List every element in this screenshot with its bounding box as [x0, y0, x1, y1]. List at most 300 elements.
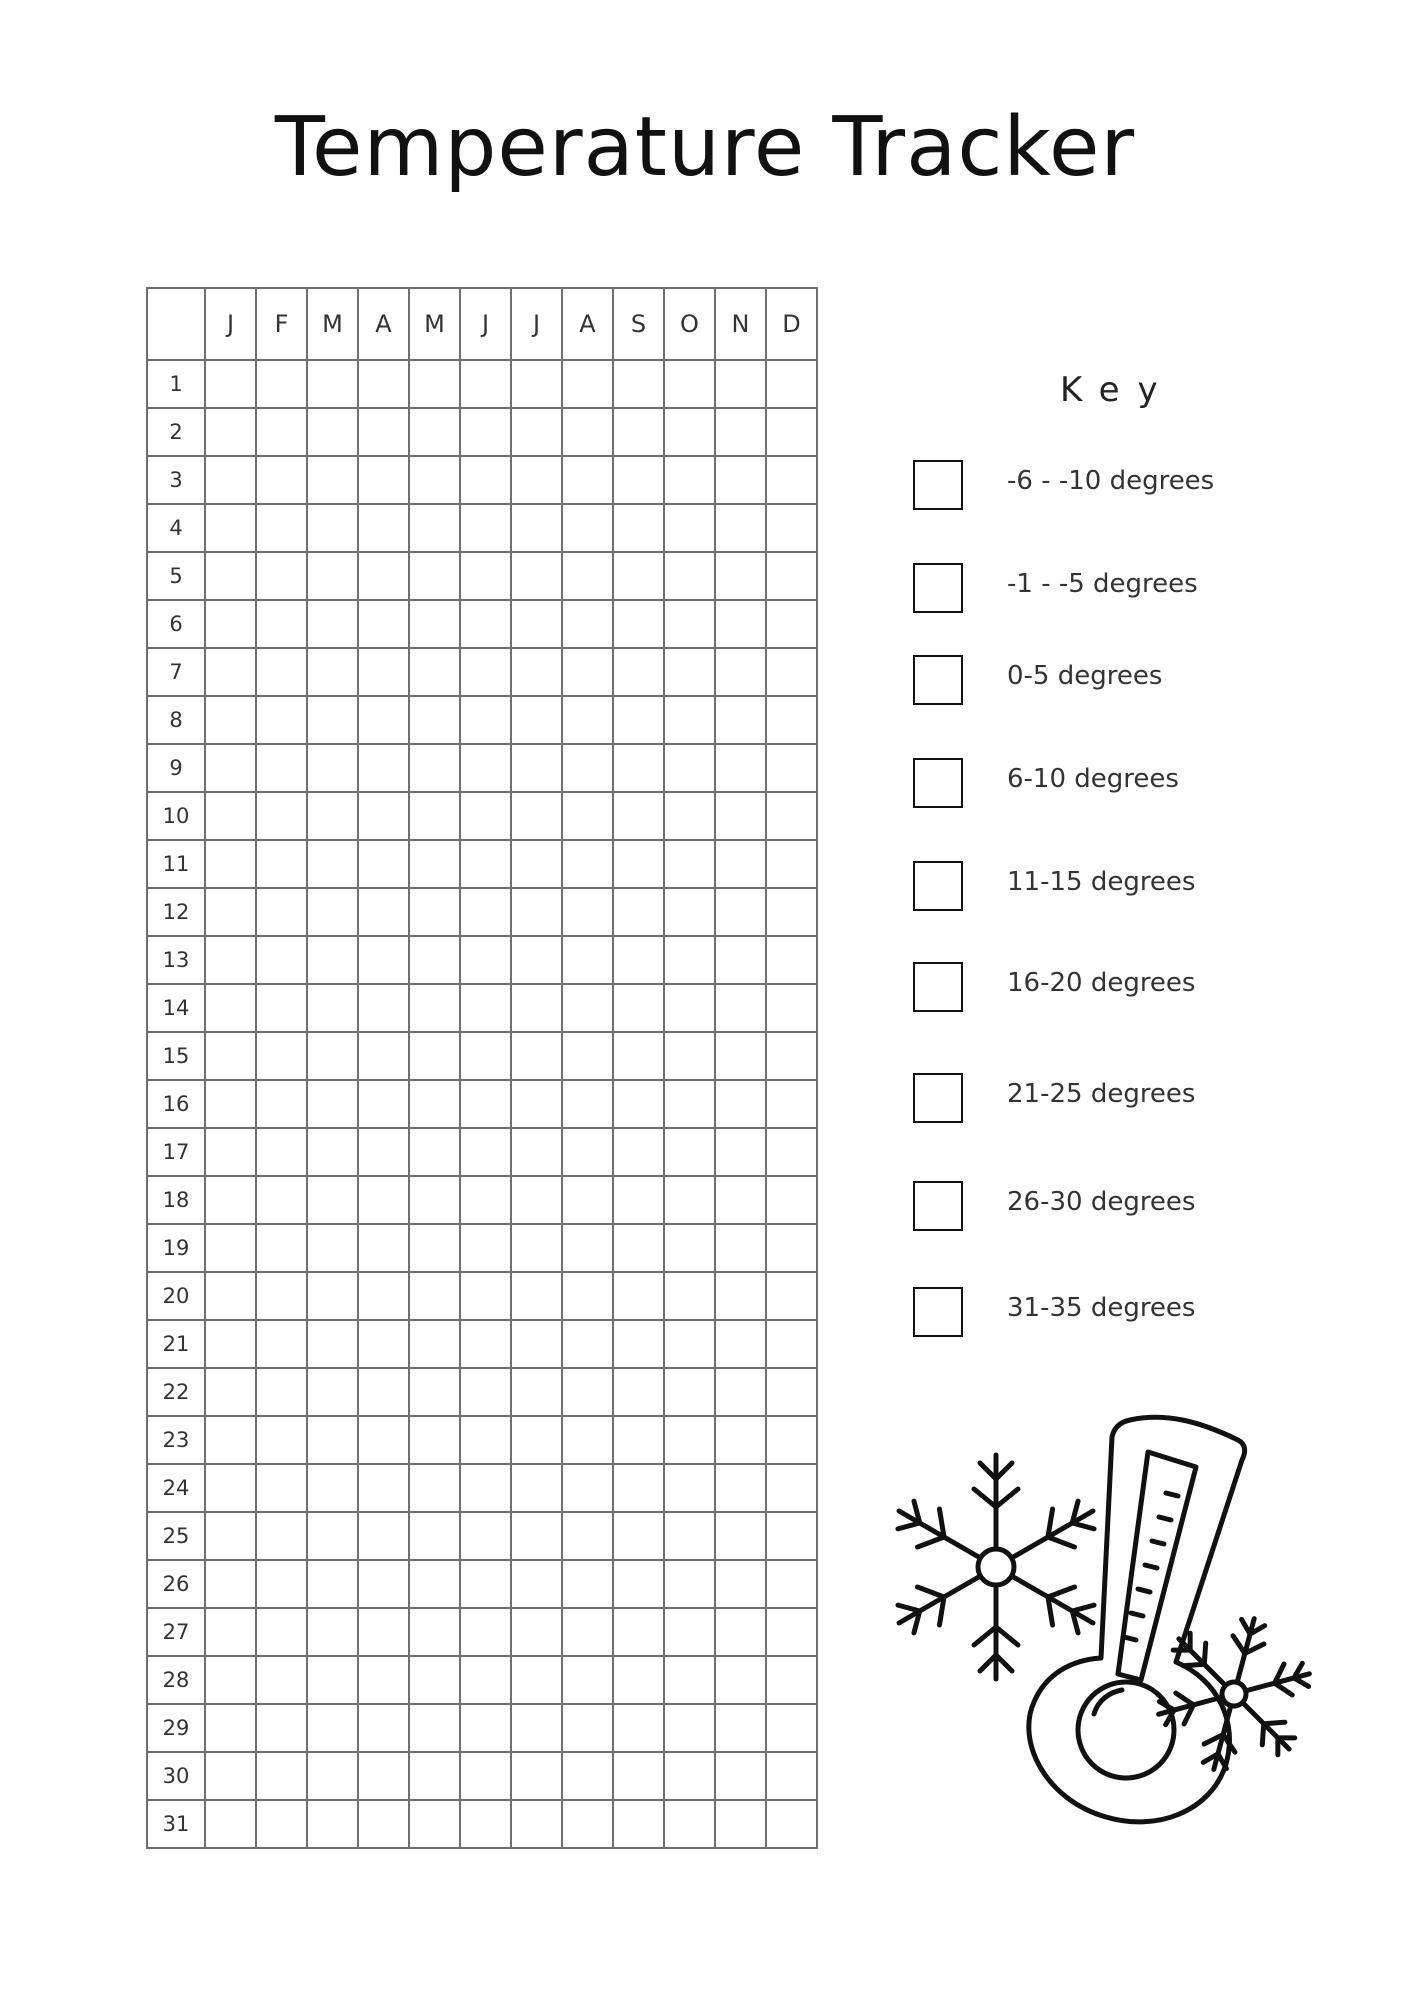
tracker-cell[interactable] — [511, 648, 562, 696]
tracker-cell[interactable] — [460, 1320, 511, 1368]
tracker-cell[interactable] — [409, 600, 460, 648]
tracker-cell[interactable] — [205, 1608, 256, 1656]
tracker-cell[interactable] — [307, 1224, 358, 1272]
tracker-cell[interactable] — [664, 1560, 715, 1608]
tracker-cell[interactable] — [613, 1368, 664, 1416]
tracker-cell[interactable] — [460, 1656, 511, 1704]
tracker-cell[interactable] — [205, 936, 256, 984]
tracker-cell[interactable] — [613, 1512, 664, 1560]
tracker-cell[interactable] — [715, 1176, 766, 1224]
tracker-cell[interactable] — [511, 984, 562, 1032]
tracker-cell[interactable] — [358, 1368, 409, 1416]
tracker-cell[interactable] — [256, 1368, 307, 1416]
tracker-cell[interactable] — [664, 1752, 715, 1800]
tracker-cell[interactable] — [409, 1320, 460, 1368]
tracker-cell[interactable] — [460, 1464, 511, 1512]
tracker-cell[interactable] — [715, 408, 766, 456]
tracker-cell[interactable] — [256, 696, 307, 744]
tracker-cell[interactable] — [613, 1704, 664, 1752]
tracker-cell[interactable] — [511, 1080, 562, 1128]
key-color-box[interactable] — [913, 1073, 963, 1123]
tracker-cell[interactable] — [409, 792, 460, 840]
tracker-cell[interactable] — [613, 1224, 664, 1272]
tracker-cell[interactable] — [715, 648, 766, 696]
tracker-cell[interactable] — [358, 696, 409, 744]
tracker-cell[interactable] — [511, 456, 562, 504]
tracker-cell[interactable] — [511, 1752, 562, 1800]
tracker-cell[interactable] — [358, 1176, 409, 1224]
tracker-cell[interactable] — [766, 984, 817, 1032]
tracker-cell[interactable] — [307, 648, 358, 696]
tracker-cell[interactable] — [205, 1128, 256, 1176]
tracker-cell[interactable] — [562, 984, 613, 1032]
tracker-cell[interactable] — [256, 1320, 307, 1368]
tracker-cell[interactable] — [715, 600, 766, 648]
tracker-cell[interactable] — [205, 1224, 256, 1272]
tracker-cell[interactable] — [358, 984, 409, 1032]
tracker-cell[interactable] — [358, 1560, 409, 1608]
tracker-cell[interactable] — [358, 600, 409, 648]
tracker-cell[interactable] — [256, 840, 307, 888]
tracker-cell[interactable] — [307, 1704, 358, 1752]
tracker-cell[interactable] — [715, 1512, 766, 1560]
tracker-cell[interactable] — [205, 1512, 256, 1560]
tracker-cell[interactable] — [205, 888, 256, 936]
tracker-cell[interactable] — [256, 1416, 307, 1464]
tracker-cell[interactable] — [766, 1608, 817, 1656]
tracker-cell[interactable] — [562, 504, 613, 552]
tracker-cell[interactable] — [562, 1416, 613, 1464]
tracker-cell[interactable] — [766, 1368, 817, 1416]
tracker-cell[interactable] — [766, 1512, 817, 1560]
key-color-box[interactable] — [913, 655, 963, 705]
tracker-cell[interactable] — [460, 648, 511, 696]
tracker-cell[interactable] — [307, 1032, 358, 1080]
tracker-cell[interactable] — [358, 1704, 409, 1752]
tracker-cell[interactable] — [460, 792, 511, 840]
tracker-cell[interactable] — [460, 1128, 511, 1176]
tracker-cell[interactable] — [613, 648, 664, 696]
tracker-cell[interactable] — [766, 744, 817, 792]
tracker-cell[interactable] — [511, 1176, 562, 1224]
tracker-cell[interactable] — [664, 1416, 715, 1464]
tracker-cell[interactable] — [613, 1320, 664, 1368]
tracker-cell[interactable] — [562, 936, 613, 984]
tracker-cell[interactable] — [307, 936, 358, 984]
tracker-cell[interactable] — [409, 1080, 460, 1128]
tracker-cell[interactable] — [307, 1800, 358, 1848]
tracker-cell[interactable] — [205, 840, 256, 888]
tracker-cell[interactable] — [307, 360, 358, 408]
tracker-cell[interactable] — [256, 456, 307, 504]
tracker-cell[interactable] — [307, 1512, 358, 1560]
tracker-cell[interactable] — [409, 984, 460, 1032]
tracker-cell[interactable] — [562, 840, 613, 888]
tracker-cell[interactable] — [409, 1176, 460, 1224]
tracker-cell[interactable] — [766, 408, 817, 456]
tracker-cell[interactable] — [613, 1416, 664, 1464]
tracker-cell[interactable] — [409, 456, 460, 504]
tracker-cell[interactable] — [205, 1656, 256, 1704]
tracker-cell[interactable] — [664, 1512, 715, 1560]
tracker-cell[interactable] — [205, 744, 256, 792]
key-color-box[interactable] — [913, 861, 963, 911]
tracker-cell[interactable] — [562, 1320, 613, 1368]
tracker-cell[interactable] — [409, 1416, 460, 1464]
tracker-cell[interactable] — [562, 1272, 613, 1320]
tracker-cell[interactable] — [256, 744, 307, 792]
tracker-cell[interactable] — [307, 1464, 358, 1512]
tracker-cell[interactable] — [715, 936, 766, 984]
tracker-cell[interactable] — [766, 1560, 817, 1608]
tracker-cell[interactable] — [256, 1032, 307, 1080]
tracker-cell[interactable] — [562, 792, 613, 840]
tracker-cell[interactable] — [511, 696, 562, 744]
tracker-cell[interactable] — [511, 1560, 562, 1608]
tracker-cell[interactable] — [358, 1320, 409, 1368]
tracker-cell[interactable] — [562, 1752, 613, 1800]
tracker-cell[interactable] — [664, 1080, 715, 1128]
tracker-cell[interactable] — [613, 1176, 664, 1224]
tracker-cell[interactable] — [613, 1560, 664, 1608]
tracker-cell[interactable] — [562, 1512, 613, 1560]
tracker-cell[interactable] — [664, 936, 715, 984]
tracker-cell[interactable] — [562, 1464, 613, 1512]
tracker-cell[interactable] — [664, 1704, 715, 1752]
tracker-cell[interactable] — [613, 360, 664, 408]
tracker-cell[interactable] — [664, 1608, 715, 1656]
tracker-cell[interactable] — [766, 1176, 817, 1224]
key-color-box[interactable] — [913, 1287, 963, 1337]
tracker-cell[interactable] — [256, 648, 307, 696]
tracker-cell[interactable] — [766, 1464, 817, 1512]
tracker-cell[interactable] — [664, 600, 715, 648]
tracker-cell[interactable] — [715, 1272, 766, 1320]
tracker-cell[interactable] — [409, 1224, 460, 1272]
tracker-cell[interactable] — [205, 648, 256, 696]
tracker-cell[interactable] — [562, 1224, 613, 1272]
tracker-cell[interactable] — [409, 504, 460, 552]
tracker-cell[interactable] — [358, 408, 409, 456]
tracker-cell[interactable] — [664, 1656, 715, 1704]
tracker-cell[interactable] — [358, 792, 409, 840]
tracker-cell[interactable] — [307, 1272, 358, 1320]
key-color-box[interactable] — [913, 758, 963, 808]
tracker-cell[interactable] — [205, 504, 256, 552]
tracker-cell[interactable] — [460, 1560, 511, 1608]
tracker-cell[interactable] — [613, 984, 664, 1032]
tracker-cell[interactable] — [766, 1800, 817, 1848]
tracker-cell[interactable] — [766, 504, 817, 552]
tracker-cell[interactable] — [511, 1416, 562, 1464]
tracker-cell[interactable] — [307, 840, 358, 888]
tracker-cell[interactable] — [562, 600, 613, 648]
tracker-cell[interactable] — [460, 1224, 511, 1272]
tracker-cell[interactable] — [460, 1368, 511, 1416]
tracker-cell[interactable] — [562, 696, 613, 744]
key-color-box[interactable] — [913, 962, 963, 1012]
tracker-cell[interactable] — [562, 456, 613, 504]
tracker-cell[interactable] — [358, 456, 409, 504]
tracker-cell[interactable] — [715, 1656, 766, 1704]
tracker-cell[interactable] — [256, 1512, 307, 1560]
tracker-cell[interactable] — [256, 1176, 307, 1224]
tracker-cell[interactable] — [511, 1464, 562, 1512]
tracker-cell[interactable] — [358, 744, 409, 792]
tracker-cell[interactable] — [460, 696, 511, 744]
tracker-cell[interactable] — [511, 936, 562, 984]
tracker-cell[interactable] — [664, 1032, 715, 1080]
tracker-cell[interactable] — [664, 360, 715, 408]
tracker-cell[interactable] — [511, 408, 562, 456]
tracker-cell[interactable] — [562, 1656, 613, 1704]
tracker-cell[interactable] — [358, 504, 409, 552]
tracker-cell[interactable] — [511, 1320, 562, 1368]
tracker-cell[interactable] — [613, 1080, 664, 1128]
tracker-cell[interactable] — [358, 1656, 409, 1704]
tracker-cell[interactable] — [715, 984, 766, 1032]
tracker-cell[interactable] — [562, 1176, 613, 1224]
tracker-cell[interactable] — [205, 408, 256, 456]
tracker-cell[interactable] — [511, 1800, 562, 1848]
tracker-cell[interactable] — [358, 360, 409, 408]
tracker-cell[interactable] — [409, 552, 460, 600]
tracker-cell[interactable] — [358, 888, 409, 936]
tracker-cell[interactable] — [307, 600, 358, 648]
tracker-cell[interactable] — [460, 552, 511, 600]
tracker-cell[interactable] — [766, 1704, 817, 1752]
tracker-cell[interactable] — [562, 1800, 613, 1848]
key-color-box[interactable] — [913, 460, 963, 510]
tracker-cell[interactable] — [205, 1032, 256, 1080]
tracker-cell[interactable] — [460, 1032, 511, 1080]
tracker-cell[interactable] — [511, 1608, 562, 1656]
tracker-cell[interactable] — [409, 1752, 460, 1800]
tracker-cell[interactable] — [358, 552, 409, 600]
tracker-cell[interactable] — [256, 1464, 307, 1512]
tracker-cell[interactable] — [256, 1656, 307, 1704]
tracker-cell[interactable] — [511, 600, 562, 648]
tracker-cell[interactable] — [256, 1752, 307, 1800]
tracker-cell[interactable] — [358, 648, 409, 696]
tracker-cell[interactable] — [613, 504, 664, 552]
tracker-cell[interactable] — [511, 1272, 562, 1320]
tracker-cell[interactable] — [460, 744, 511, 792]
tracker-cell[interactable] — [562, 1560, 613, 1608]
tracker-cell[interactable] — [511, 504, 562, 552]
tracker-cell[interactable] — [511, 888, 562, 936]
tracker-cell[interactable] — [664, 1128, 715, 1176]
tracker-cell[interactable] — [460, 408, 511, 456]
tracker-cell[interactable] — [205, 1080, 256, 1128]
tracker-cell[interactable] — [613, 1752, 664, 1800]
tracker-cell[interactable] — [766, 1032, 817, 1080]
tracker-cell[interactable] — [766, 1224, 817, 1272]
tracker-cell[interactable] — [460, 1080, 511, 1128]
tracker-cell[interactable] — [715, 1704, 766, 1752]
tracker-cell[interactable] — [511, 1032, 562, 1080]
tracker-cell[interactable] — [715, 1416, 766, 1464]
tracker-cell[interactable] — [562, 360, 613, 408]
tracker-cell[interactable] — [766, 888, 817, 936]
tracker-cell[interactable] — [256, 888, 307, 936]
tracker-cell[interactable] — [613, 1272, 664, 1320]
tracker-cell[interactable] — [205, 1752, 256, 1800]
tracker-cell[interactable] — [205, 1368, 256, 1416]
tracker-cell[interactable] — [715, 840, 766, 888]
tracker-cell[interactable] — [766, 1416, 817, 1464]
tracker-cell[interactable] — [256, 552, 307, 600]
tracker-cell[interactable] — [766, 936, 817, 984]
tracker-cell[interactable] — [358, 1224, 409, 1272]
tracker-cell[interactable] — [715, 1128, 766, 1176]
tracker-cell[interactable] — [613, 408, 664, 456]
tracker-cell[interactable] — [409, 648, 460, 696]
tracker-cell[interactable] — [256, 360, 307, 408]
tracker-cell[interactable] — [664, 840, 715, 888]
tracker-cell[interactable] — [460, 360, 511, 408]
tracker-cell[interactable] — [766, 1656, 817, 1704]
tracker-cell[interactable] — [409, 1032, 460, 1080]
tracker-cell[interactable] — [715, 1752, 766, 1800]
tracker-cell[interactable] — [715, 792, 766, 840]
tracker-cell[interactable] — [409, 360, 460, 408]
tracker-cell[interactable] — [409, 744, 460, 792]
tracker-cell[interactable] — [613, 1128, 664, 1176]
tracker-cell[interactable] — [613, 936, 664, 984]
tracker-cell[interactable] — [460, 504, 511, 552]
tracker-cell[interactable] — [307, 1128, 358, 1176]
tracker-cell[interactable] — [766, 360, 817, 408]
tracker-cell[interactable] — [562, 888, 613, 936]
tracker-cell[interactable] — [562, 408, 613, 456]
tracker-cell[interactable] — [256, 1080, 307, 1128]
tracker-cell[interactable] — [409, 1560, 460, 1608]
tracker-cell[interactable] — [205, 696, 256, 744]
tracker-cell[interactable] — [562, 648, 613, 696]
tracker-cell[interactable] — [613, 1656, 664, 1704]
tracker-cell[interactable] — [358, 1272, 409, 1320]
tracker-cell[interactable] — [664, 792, 715, 840]
tracker-cell[interactable] — [256, 504, 307, 552]
tracker-cell[interactable] — [715, 744, 766, 792]
tracker-cell[interactable] — [715, 1560, 766, 1608]
tracker-cell[interactable] — [307, 1080, 358, 1128]
tracker-cell[interactable] — [766, 1752, 817, 1800]
tracker-cell[interactable] — [766, 1128, 817, 1176]
tracker-cell[interactable] — [613, 1608, 664, 1656]
tracker-cell[interactable] — [562, 1368, 613, 1416]
tracker-cell[interactable] — [715, 552, 766, 600]
tracker-cell[interactable] — [307, 1368, 358, 1416]
tracker-cell[interactable] — [562, 1032, 613, 1080]
tracker-cell[interactable] — [613, 1464, 664, 1512]
tracker-cell[interactable] — [307, 552, 358, 600]
tracker-cell[interactable] — [409, 1464, 460, 1512]
tracker-cell[interactable] — [715, 1320, 766, 1368]
tracker-cell[interactable] — [460, 1752, 511, 1800]
tracker-cell[interactable] — [205, 1464, 256, 1512]
tracker-cell[interactable] — [460, 1800, 511, 1848]
tracker-cell[interactable] — [664, 1464, 715, 1512]
tracker-cell[interactable] — [460, 456, 511, 504]
tracker-cell[interactable] — [715, 1800, 766, 1848]
tracker-cell[interactable] — [409, 936, 460, 984]
tracker-cell[interactable] — [715, 696, 766, 744]
tracker-cell[interactable] — [409, 1704, 460, 1752]
tracker-cell[interactable] — [256, 1560, 307, 1608]
tracker-cell[interactable] — [562, 744, 613, 792]
tracker-cell[interactable] — [358, 1512, 409, 1560]
tracker-cell[interactable] — [256, 1704, 307, 1752]
tracker-cell[interactable] — [460, 1176, 511, 1224]
tracker-cell[interactable] — [715, 1224, 766, 1272]
tracker-cell[interactable] — [715, 504, 766, 552]
tracker-cell[interactable] — [715, 360, 766, 408]
tracker-cell[interactable] — [715, 1464, 766, 1512]
tracker-cell[interactable] — [205, 600, 256, 648]
tracker-cell[interactable] — [562, 1704, 613, 1752]
tracker-cell[interactable] — [307, 1416, 358, 1464]
tracker-cell[interactable] — [256, 600, 307, 648]
tracker-cell[interactable] — [205, 1320, 256, 1368]
tracker-cell[interactable] — [511, 1128, 562, 1176]
tracker-cell[interactable] — [409, 1128, 460, 1176]
tracker-cell[interactable] — [307, 696, 358, 744]
tracker-cell[interactable] — [358, 1080, 409, 1128]
tracker-cell[interactable] — [715, 888, 766, 936]
tracker-cell[interactable] — [715, 456, 766, 504]
tracker-cell[interactable] — [664, 888, 715, 936]
tracker-cell[interactable] — [307, 792, 358, 840]
tracker-cell[interactable] — [460, 1416, 511, 1464]
tracker-cell[interactable] — [409, 888, 460, 936]
tracker-cell[interactable] — [205, 1176, 256, 1224]
tracker-cell[interactable] — [511, 1224, 562, 1272]
tracker-cell[interactable] — [664, 1320, 715, 1368]
tracker-cell[interactable] — [664, 984, 715, 1032]
tracker-cell[interactable] — [664, 696, 715, 744]
tracker-cell[interactable] — [205, 1416, 256, 1464]
tracker-cell[interactable] — [307, 1320, 358, 1368]
tracker-cell[interactable] — [409, 840, 460, 888]
tracker-cell[interactable] — [307, 984, 358, 1032]
tracker-cell[interactable] — [358, 936, 409, 984]
tracker-cell[interactable] — [664, 1368, 715, 1416]
tracker-cell[interactable] — [664, 552, 715, 600]
tracker-cell[interactable] — [460, 936, 511, 984]
tracker-cell[interactable] — [307, 1560, 358, 1608]
tracker-cell[interactable] — [613, 888, 664, 936]
tracker-cell[interactable] — [460, 1704, 511, 1752]
tracker-cell[interactable] — [256, 1608, 307, 1656]
tracker-cell[interactable] — [205, 984, 256, 1032]
tracker-cell[interactable] — [307, 888, 358, 936]
tracker-cell[interactable] — [256, 408, 307, 456]
tracker-cell[interactable] — [715, 1608, 766, 1656]
tracker-cell[interactable] — [613, 792, 664, 840]
tracker-cell[interactable] — [664, 1272, 715, 1320]
tracker-cell[interactable] — [562, 1080, 613, 1128]
tracker-cell[interactable] — [358, 1800, 409, 1848]
tracker-cell[interactable] — [205, 792, 256, 840]
tracker-cell[interactable] — [511, 1512, 562, 1560]
tracker-cell[interactable] — [613, 1800, 664, 1848]
tracker-cell[interactable] — [664, 1176, 715, 1224]
tracker-cell[interactable] — [766, 456, 817, 504]
tracker-cell[interactable] — [409, 1272, 460, 1320]
tracker-cell[interactable] — [205, 1800, 256, 1848]
